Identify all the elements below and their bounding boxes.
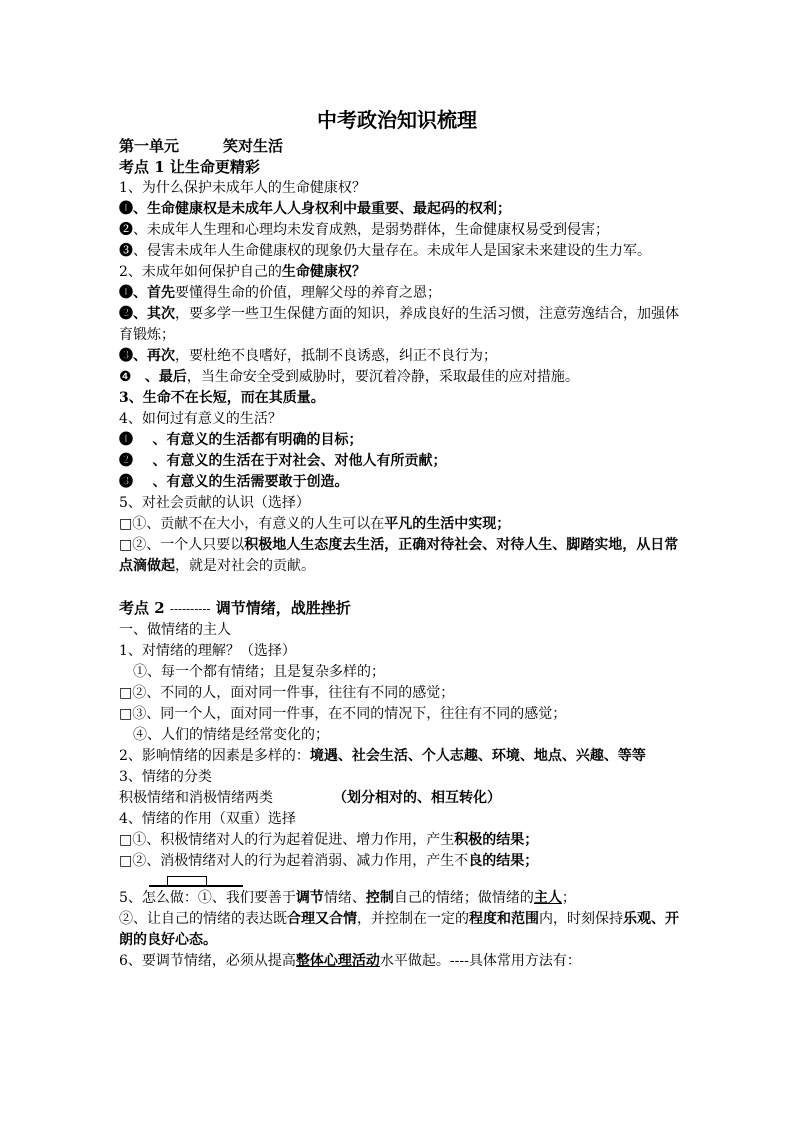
section-heading-2 bbox=[119, 598, 679, 620]
answer-2-4-lead: 、最后 bbox=[144, 369, 187, 385]
k2-question-2 bbox=[119, 746, 679, 767]
unit-heading bbox=[119, 136, 679, 157]
k2-answer-1-1: ①、每一个都有情绪；且是复杂多样的； bbox=[133, 664, 385, 680]
k2-answer-5-2 bbox=[119, 909, 679, 951]
k2-q5-text-2: 情绪、 bbox=[323, 890, 366, 906]
answer-2-3-text: ，要杜绝不良嗜好，抵制不良诱惑，纠正不良行为； bbox=[175, 348, 497, 364]
unit-name: 笑对生活 bbox=[223, 137, 284, 155]
answer-5-2-text: □②、一个人只要以 bbox=[119, 537, 245, 553]
k2-q5-end: ； bbox=[561, 890, 576, 906]
section-2-dash: ---------- bbox=[169, 602, 211, 616]
k2-answer-4-2-emphasis: 良的结果； bbox=[468, 853, 539, 869]
k2-q5-emphasis-1: 调节 bbox=[295, 890, 324, 906]
spacer bbox=[119, 577, 679, 598]
k2-q5-text-3: 自己的情绪；做情绪的 bbox=[393, 890, 534, 906]
k2-answer-3-1 bbox=[119, 788, 679, 809]
answer-2-3-lead: ❸、再次 bbox=[119, 348, 175, 364]
k2-q5-text: 5、怎么做：①、我们要善于 bbox=[119, 890, 296, 906]
decorative-drawing bbox=[119, 874, 679, 888]
subsection-1: 一、做情绪的主人 bbox=[119, 622, 231, 638]
k2-answer-4-1-emphasis: 积极的结果； bbox=[454, 832, 539, 848]
answer-4-2 bbox=[119, 451, 679, 472]
question-3: 3、生命不在长短，而在其质量。 bbox=[119, 390, 325, 406]
k2-question-2-text: 2、影响情绪的因素是多样的： bbox=[119, 748, 310, 764]
answer-4-1-text: 、有意义的生活都有明确的目标； bbox=[152, 432, 363, 448]
k2-a5-2-text-2: ，并控制在一定的 bbox=[357, 911, 469, 927]
document-body bbox=[119, 136, 679, 972]
answer-5-1 bbox=[119, 514, 679, 535]
k2-a5-2-emphasis-1: 合理又合情 bbox=[287, 911, 357, 927]
k2-answer-1-4: ④、人们的情绪是经常变化的； bbox=[133, 727, 329, 743]
answer-4-1-number: ❶ bbox=[119, 432, 133, 448]
k2-question-6 bbox=[119, 951, 679, 972]
section-heading-1: 考点 1 让生命更精彩 bbox=[119, 158, 260, 176]
answer-4-2-number: ❷ bbox=[119, 453, 133, 469]
k2-answer-3-1-text: 积极情绪和消极情绪两类 bbox=[119, 790, 273, 806]
answer-1-1: ❶、生命健康权是未成年人人身权利中最重要、最起码的权利； bbox=[119, 201, 511, 217]
answer-2-4-number: ❹ bbox=[119, 369, 132, 385]
answer-1-3: ❸、侵害未成年人生命健康权的现象仍大量存在。未成年人是国家未来建设的生力军。 bbox=[119, 243, 651, 259]
answer-4-3-text: 、有意义的生活需要敢于创造。 bbox=[152, 474, 349, 490]
k2-question-2-emphasis: 境遇、社会生活、个人志趣、环境、地点、兴趣、等等 bbox=[309, 748, 646, 764]
answer-2-2-text: ，要多学一些卫生保健方面的知识，养成良好的生活习惯，注意劳逸结合，加强体育锻炼； bbox=[119, 306, 679, 343]
k2-q6-underlined: 整体心理活动 bbox=[295, 953, 380, 969]
k2-q6-tail: 水平做起。----具体常用方法有： bbox=[379, 953, 581, 969]
answer-4-3 bbox=[119, 472, 679, 493]
answer-2-2 bbox=[119, 304, 679, 346]
question-2-text: 2、未成年如何保护自己的 bbox=[119, 264, 282, 280]
question-2-emphasis: 生命健康权？ bbox=[281, 264, 366, 280]
question-1: 1、为什么保护未成年人的生命健康权？ bbox=[119, 180, 366, 196]
k2-answer-1-3: □③、同一个人，面对同一件事，在不同的情况下，往往有不同的感觉； bbox=[119, 706, 567, 722]
k2-a5-2-text: ②、让自己的情绪的表达既 bbox=[119, 911, 287, 927]
k2-answer-1-2: □②、不同的人，面对同一件事，往往有不同的感觉； bbox=[119, 685, 455, 701]
answer-4-1 bbox=[119, 430, 679, 451]
answer-1-2: ❷、未成年人生理和心理均未发育成熟，是弱势群体，生命健康权易受到侵害； bbox=[119, 222, 609, 238]
k2-q6-text: 6、要调节情绪，必须从提高 bbox=[119, 953, 296, 969]
k2-answer-4-1 bbox=[119, 830, 679, 851]
k2-a5-2-emphasis-2: 程度和范围 bbox=[469, 911, 539, 927]
answer-2-1 bbox=[119, 283, 679, 304]
k2-a5-2-emphasis-3: 乐观、开朗的良好心态。 bbox=[119, 911, 679, 948]
answer-2-2-lead: ❷、其次 bbox=[119, 306, 175, 322]
answer-2-4 bbox=[119, 367, 679, 388]
question-2 bbox=[119, 262, 679, 283]
unit-label: 第一单元 bbox=[119, 137, 180, 155]
answer-2-1-lead: ❶、首先 bbox=[119, 285, 175, 301]
answer-5-2-emphasis: 积极地人生态度去生活，正确对待社会、对待人生、脚踏实地，从日常点滴做起 bbox=[119, 537, 679, 574]
k2-a5-2-text-3: 内，时刻保持 bbox=[539, 911, 623, 927]
k2-question-4: 4、情绪的作用（双重）选择 bbox=[119, 811, 296, 827]
answer-2-4-text: ，当生命安全受到威胁时，要沉着冷静，采取最佳的应对措施。 bbox=[186, 369, 579, 385]
k2-question-5 bbox=[119, 888, 679, 909]
decorative-box bbox=[167, 876, 207, 886]
k2-answer-4-2 bbox=[119, 851, 679, 872]
k2-question-3: 3、情绪的分类 bbox=[119, 769, 212, 785]
question-5: 5、对社会贡献的认识（选择） bbox=[119, 495, 310, 511]
answer-4-2-text: 、有意义的生活在于对社会、对他人有所贡献； bbox=[152, 453, 447, 469]
answer-4-3-number: ❸ bbox=[119, 474, 133, 490]
section-2-title: 调节情绪，战胜挫折 bbox=[215, 599, 351, 617]
answer-2-3 bbox=[119, 346, 679, 367]
k2-q5-emphasis-2: 控制 bbox=[365, 890, 394, 906]
answer-5-1-emphasis: 平凡的生活中实现； bbox=[384, 516, 511, 532]
question-4: 4、如何过有意义的生活？ bbox=[119, 411, 282, 427]
answer-2-1-text: 要懂得生命的价值，理解父母的养育之恩； bbox=[175, 285, 441, 301]
k2-answer-4-1-text: □①、积极情绪对人的行为起着促进、增力作用，产生 bbox=[119, 832, 455, 848]
answer-5-2 bbox=[119, 535, 679, 577]
k2-q5-underlined: 主人 bbox=[533, 890, 562, 906]
k2-answer-3-1-note: （划分相对的、相互转化） bbox=[333, 790, 501, 806]
section-2-label: 考点 2 bbox=[119, 599, 165, 617]
k2-question-1: 1、对情绪的理解？（选择） bbox=[119, 643, 296, 659]
answer-5-1-text: □①、贡献不在大小，有意义的人生可以在 bbox=[119, 516, 385, 532]
document-title: 中考政治知识梳理 bbox=[317, 108, 477, 132]
answer-5-2-tail: ，就是对社会的贡献。 bbox=[175, 558, 315, 574]
k2-answer-4-2-text: □②、消极情绪对人的行为起着消弱、减力作用，产生不 bbox=[119, 853, 469, 869]
